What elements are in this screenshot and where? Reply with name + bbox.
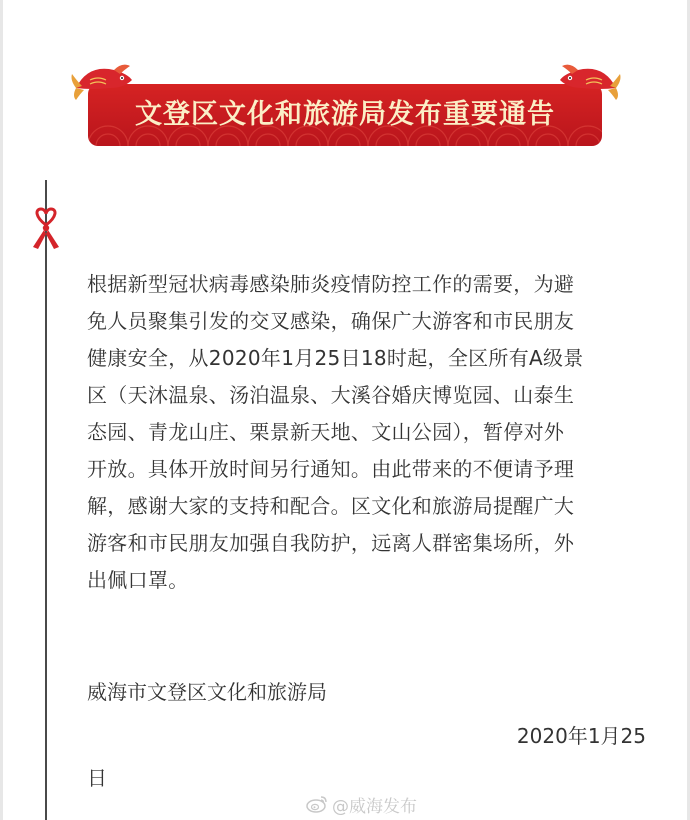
watermark-text: @威海发布 — [332, 796, 417, 817]
banner-plaque — [88, 84, 602, 146]
issue-date: 2020年1月25 — [516, 724, 646, 748]
notice-line: 区（天沐温泉、汤泊温泉、大溪谷婚庆博览园、山泰生 — [87, 383, 575, 407]
koi-fish-icon — [70, 58, 140, 102]
notice-line: 健康安全，从2020年1月25日18时起，全区所有A级景 — [87, 346, 584, 370]
notice-line: 根据新型冠状病毒感染肺炎疫情防控工作的需要，为避 — [87, 272, 575, 296]
issuer-signature: 威海市文登区文化和旅游局 — [87, 680, 327, 704]
koi-fish-icon — [552, 58, 622, 102]
weibo-logo-icon — [306, 795, 328, 813]
notice-body — [87, 266, 662, 599]
notice-line: 游客和市民朋友加强自我防护，远离人群密集场所，外 — [87, 531, 575, 555]
notice-line: 免人员聚集引发的交叉感染，确保广大游客和市民朋友 — [87, 309, 575, 333]
banner-title: 文登区文化和旅游局发布重要通告 — [135, 99, 555, 130]
notice-line: 出佩口罩。 — [87, 568, 189, 592]
page-left-edge — [0, 0, 3, 820]
notice-line: 开放。具体开放时间另行通知。由此带来的不便请予理 — [87, 457, 575, 481]
watermark — [306, 792, 417, 816]
issue-date-tail: 日 — [87, 766, 107, 790]
title-banner — [80, 58, 610, 158]
heart-knot-icon — [29, 207, 63, 255]
notice-line: 解，感谢大家的支持和配合。区文化和旅游局提醒广大 — [87, 494, 575, 518]
side-rule — [45, 180, 47, 820]
notice-line: 态园、青龙山庄、栗景新天地、文山公园），暂停对外 — [87, 420, 565, 444]
